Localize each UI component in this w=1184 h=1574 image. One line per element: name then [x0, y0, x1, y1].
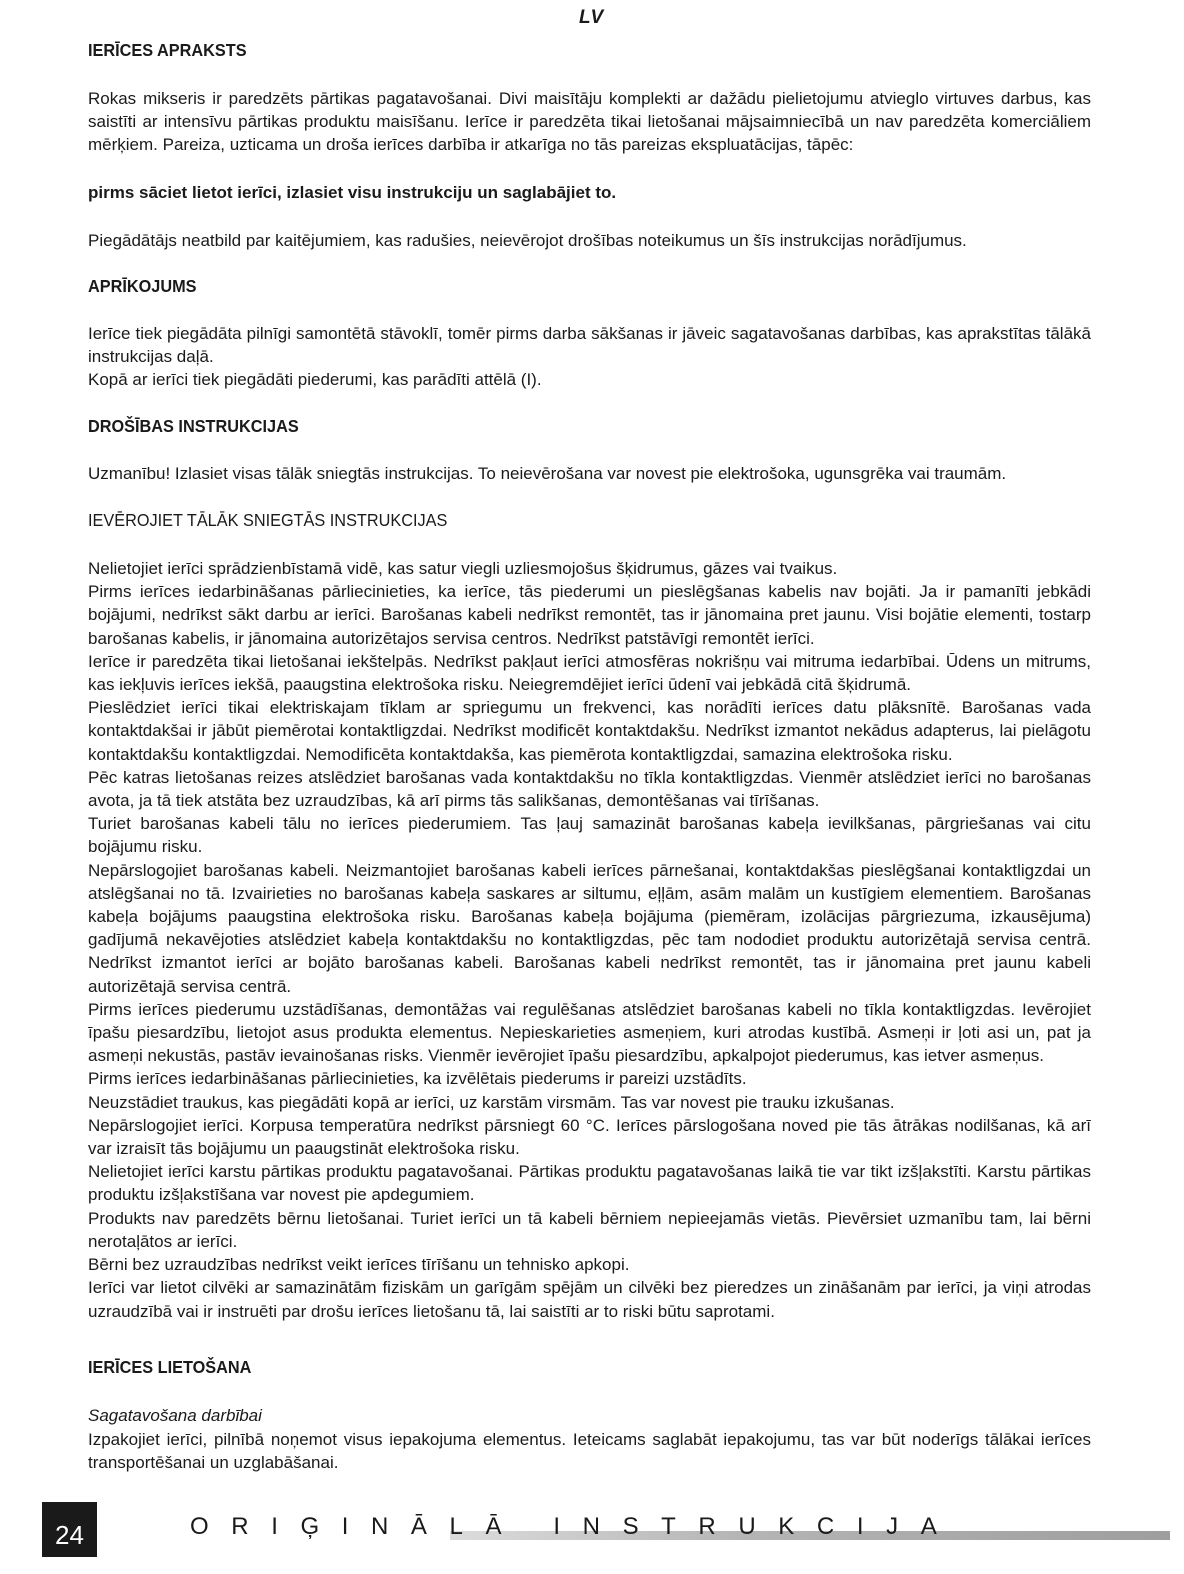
safety-instruction-item: Pēc katras lietošanas reizes atslēdziet barošanas vada kontaktdakšu no tīkla kontaktligzdas. Vienmēr atslēdziet ierīci no barošanas avota, ja tā tiek atstāta bez uzraudzības, kā arī pirms tās salikšanas, demontēšanas vai tīrīšanas. — [88, 767, 1091, 811]
section-title-equipment: APRĪKOJUMS — [88, 276, 197, 296]
section-title-usage: IERĪCES LIETOŠANA — [88, 1357, 252, 1377]
page-number: 24 — [42, 1502, 97, 1557]
safety-instruction-item: Bērni bez uzraudzības nedrīkst veikt ierīces tīrīšanu un tehnisko apkopi. — [88, 1255, 630, 1275]
safety-instruction-item: Neuzstādiet traukus, kas piegādāti kopā ar ierīci, uz karstām virsmām. Tas var novest pie trauku izkušanas. — [88, 1092, 895, 1112]
safety-instructions — [88, 557, 1091, 1323]
usage-subtitle — [88, 1404, 1091, 1427]
section-title-safety: DROŠĪBAS INSTRUKCIJAS — [88, 416, 299, 436]
safety-instruction-item: Nepārslogojiet barošanas kabeli. Neizmantojiet barošanas kabeli ierīces pārnešanai, kontaktdakšas pieslēgšanai kontaktligzdai un atslēgšanai no tā. Izvairieties no barošanas kabeļa saskares ar siltumu, eļļām, asām malām un kustīgiem elementiem. Barošanas kabeļa bojājums paaugstina elektrošoka risku. Barošanas kabeļa bojājuma (piemēram, izolācijas pārgriezuma, izkausējuma) gadījumā nekavējoties atslēdziet kabeļa kontaktdakšu no kontaktligzdas, pēc tam nododiet produktu autorizētajā servisa centrā. Nedrīkst izmantot ierīci ar bojāto barošanas kabeli. Barošanas kabeli nedrīkst remontēt, tas ir jānomaina pret jaunu kabeli autorizētajā servisa centrā. — [88, 860, 1091, 996]
safety-instruction-item: Pirms ierīces iedarbināšanas pārliecinieties, ka izvēlētais piederums ir pareizi uzstādīts. — [88, 1069, 747, 1089]
safety-warning — [88, 462, 1091, 485]
safety-subtitle: IEVĒROJIET TĀLĀK SNIEGTĀS INSTRUKCIJAS — [88, 510, 448, 530]
safety-warning-text: Uzmanību! Izlasiet visas tālāk sniegtās instrukcijas. To neievērošana var novest pie elektrošoka, ugunsgrēka vai traumām. — [88, 464, 1007, 483]
read-instructions-note — [88, 181, 1091, 204]
accessories-text: Kopā ar ierīci tiek piegādāti piederumi, kas parādīti attēlā (I). — [88, 370, 542, 390]
safety-instruction-item: Pieslēdziet ierīci tikai elektriskajam tīklam ar spriegumu un frekvenci, kas norādīti ierīces datu plāksnītē. Barošanas vada kontaktdakšai ir jābūt piemērotai kontaktligzdai. Nedrīkst modificēt kontaktdakšu. Nedrīkst izmantot nekādus adapterus, lai pielāgotu kontaktdakšu kontaktligzdai. Nemodificēta kontaktdakša, kas piemērota kontaktligzdai, samazina elektrošoka risku. — [88, 698, 1091, 764]
safety-instruction-item: Turiet barošanas kabeli tālu no ierīces piederumiem. Tas ļauj samazināt barošanas kabeļa ievilkšanas, pārgriešanas vai citu bojājumu risku. — [88, 814, 1091, 857]
language-code: LV — [579, 7, 605, 28]
section-title-description: IERĪCES APRAKSTS — [88, 40, 247, 60]
usage-paragraph — [88, 1428, 1091, 1474]
description-paragraph — [88, 87, 1091, 157]
equipment-paragraphs — [88, 322, 1091, 392]
liability-text: Piegādātājs neatbild par kaitējumiem, kas radušies, neievērojot drošības noteikumus un šīs instrukcijas norādījumus. — [88, 231, 967, 250]
safety-instruction-item: Produkts nav paredzēts bērnu lietošanai. Turiet ierīci un tā kabeli bērniem nepieejamās vietās. Pievērsiet uzmanību tam, lai bērni nerotaļātos ar ierīci. — [88, 1208, 1091, 1251]
read-instructions-text: pirms sāciet lietot ierīci, izlasiet visu instrukciju un saglabājiet to. — [88, 183, 617, 202]
usage-text: Izpakojiet ierīci, pilnībā noņemot visus iepakojuma elementus. Ieteicams saglabāt iepakojumu, tas var būt noderīgs tālākai ierīces transportēšanai un uzglabāšanai. — [88, 1430, 1091, 1473]
safety-instruction-item: Pirms ierīces iedarbināšanas pārliecinieties, ka ierīce, tās piederumi un pieslēgšanas kabelis nav bojāti. Ja ir pamanīti jebkādi bojājumi, nedrīkst sākt darbu ar ierīci. Barošanas kabeli nedrīkst remontēt, tas ir jānomaina pret jaunu. Visi bojātie elementi, tostarp barošanas kabelis, ir jānomaina autorizētajos servisa centros. Nedrīkst patstāvīgi remontēt ierīci. — [88, 582, 1091, 648]
description-text: Rokas mikseris ir paredzēts pārtikas pagatavošanai. Divi maisītāju komplekti ar dažādu pielietojumu atvieglo virtuves darbus, kas saistīti ar intensīvu pārtikas produktu maisīšanu. Ierīce ir paredzēta tikai lietošanai mājsaimniecībā un nav paredzēta komerciāliem mērķiem. Pareiza, uzticama un droša ierīces darbība ir atkarīga no tās pareizas ekspluatācijas, tāpēc: — [88, 89, 1091, 155]
equipment-text: Ierīce tiek piegādāta pilnīgi samontētā stāvoklī, tomēr pirms darba sākšanas ir jāveic sagatavošanas darbības, kas aprakstītas tālākā instrukcijas daļā. — [88, 324, 1091, 367]
safety-instruction-item: Nepārslogojiet ierīci. Korpusa temperatūra nedrīkst pārsniegt 60 °C. Ierīces pārslogošana noved pie tās ātrākas nodilšanas, kā arī var izraisīt tās bojājumu un paaugstināt elektrošoka risku. — [88, 1115, 1091, 1159]
safety-instruction-item: Ierīci var lietot cilvēki ar samazinātām fiziskām un garīgām spējām un cilvēki bez pieredzes un zināšanām par ierīci, ja viņi atrodas uzraudzībā vai ir instruēti par drošu ierīces lietošanu tā, lai saistīti ar to riski būtu saprotami. — [88, 1278, 1091, 1321]
safety-instruction-item: Nelietojiet ierīci sprādzienbīstamā vidē, kas satur viegli uzliesmojošus šķidrumus, gāzes vai tvaikus. — [88, 559, 838, 578]
footer-label: ORIĢINĀLĀ INSTRUKCIJA — [190, 1513, 960, 1540]
liability-paragraph — [88, 229, 1091, 252]
usage-subtitle-text: Sagatavošana darbībai — [88, 1406, 262, 1425]
safety-instruction-item: Nelietojiet ierīci karstu pārtikas produktu pagatavošanai. Pārtikas produktu pagatavošanas laikā tie var tikt izšļakstīti. Karstu pārtikas produktu izšļakstīšana var novest pie apdegumiem. — [88, 1162, 1091, 1205]
safety-instruction-item: Pirms ierīces piederumu uzstādīšanas, demontāžas vai regulēšanas atslēdziet barošanas kabeli no tīkla kontaktligzdas. Ievērojiet īpašu piesardzību, lietojot asus produkta elementus. Nepieskarieties asmeņiem, kuri atrodas kustībā. Asmeņi ir ļoti asi un, pat ja asmeņi nekustās, pastāv ievainošanas risks. Vienmēr ievērojiet īpašu piesardzību, apkalpojot piederumus, kas ietver asmeņus. — [88, 999, 1091, 1066]
safety-instruction-item: Ierīce ir paredzēta tikai lietošanai iekštelpās. Nedrīkst pakļaut ierīci atmosfēras nokrišņu vai mitruma iedarbībai. Ūdens un mitrums, kas iekļuvis ierīces iekšā, paaugstina elektrošoka risku. Neiegremdējiet ierīci ūdenī vai jebkādā citā šķidrumā. — [88, 651, 1091, 695]
